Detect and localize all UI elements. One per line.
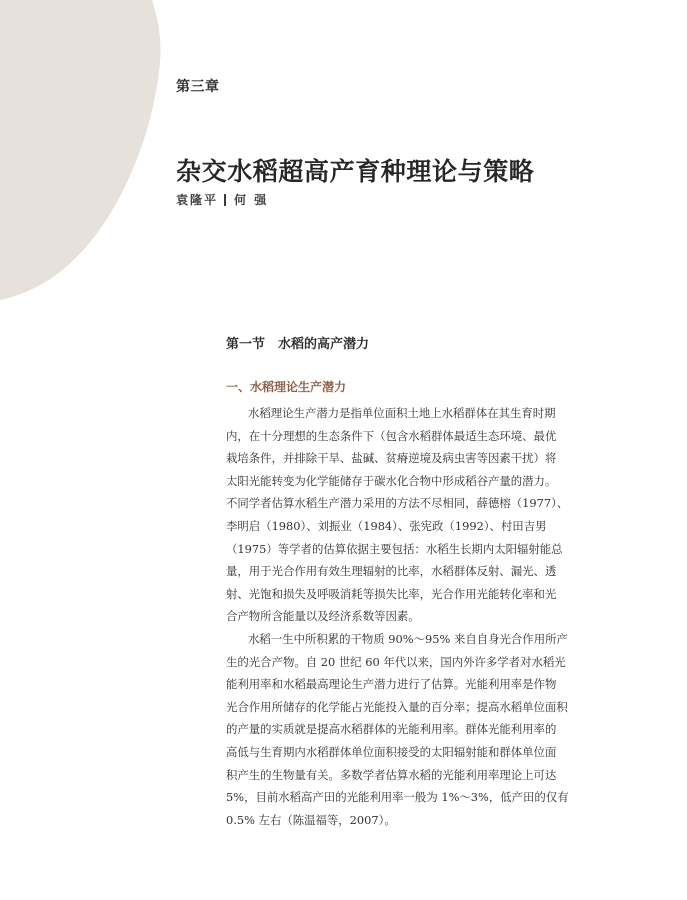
text-line: 积产生的生物量有关。多数学者估算水稻的光能利用率理论上可达 [226, 767, 557, 782]
text-line: 生的光合产物。自 20 世纪 60 年代以来，国内外许多学者对水稻光 [226, 654, 566, 669]
text-line: 太阳光能转变为化学能储存于碳水化合物中形成稻谷产量的潜力。 [226, 473, 557, 488]
paragraph [226, 402, 574, 628]
text-line: 的产量的实质就是提高水稻群体的光能利用率。群体光能利用率的 [226, 722, 557, 737]
text-line: 水稻理论生产潜力是指单位面积土地上水稻群体在其生育时期 [248, 406, 556, 420]
decorative-leaf-shape [0, 0, 200, 300]
text-line: 光合作用所储存的化学能占光能投入量的百分率；提高水稻单位面积 [226, 699, 568, 714]
text-line: 不同学者估算水稻生产潜力采用的方法不尽相同，薛德榕（1977）、 [226, 496, 569, 511]
text-line: 量，用于光合作用有效生理辐射的比率，水稻群体反射、漏光、透 [226, 564, 557, 579]
text-line: 合产物所含能量以及经济系数等因素。 [226, 609, 420, 624]
chapter-title: 杂交水稻超高产育种理论与策略 [176, 157, 535, 186]
text-line: 5%，目前水稻高产田的光能利用率一般为 1%～3%，低产田的仅有 [226, 790, 569, 805]
chapter-label: 第三章 [176, 79, 220, 95]
subsection-heading: 一、水稻理论生产潜力 [226, 380, 347, 394]
text-line: 能利用率和水稻最高理论生产潜力进行了估算。光能利用率是作物 [226, 677, 557, 692]
body-text [226, 402, 574, 831]
author-name: 何 强 [234, 193, 269, 207]
author-name: 袁隆平 [176, 193, 219, 207]
text-line: 射、光饱和损失及呼吸消耗等损失比率，光合作用光能转化率和光 [226, 586, 557, 601]
author-separator [224, 194, 226, 206]
section-heading: 第一节 水稻的高产潜力 [226, 337, 370, 352]
text-line: 李明启（1980）、刘振业（1984）、张宪政（1992）、村田吉男 [226, 518, 547, 533]
author-line [176, 191, 268, 208]
text-line: 水稻一生中所积累的干物质 90%～95% 来自自身光合作用所产 [248, 631, 568, 646]
text-line: （1975）等学者的估算依据主要包括：水稻生长期内太阳辐射能总 [226, 541, 563, 556]
text-line: 内，在十分理想的生态条件下（包含水稻群体最适生态环境、最优 [226, 428, 557, 443]
text-line: 高低与生育期内水稻群体单位面积接受的太阳辐射能和群体单位面 [226, 744, 557, 759]
text-line: 栽培条件，并排除干旱、盐碱、贫瘠逆境及病虫害等因素干扰）将 [226, 451, 557, 466]
text-line: 0.5% 左右（陈温福等，2007）。 [226, 812, 396, 827]
paragraph [226, 628, 574, 831]
